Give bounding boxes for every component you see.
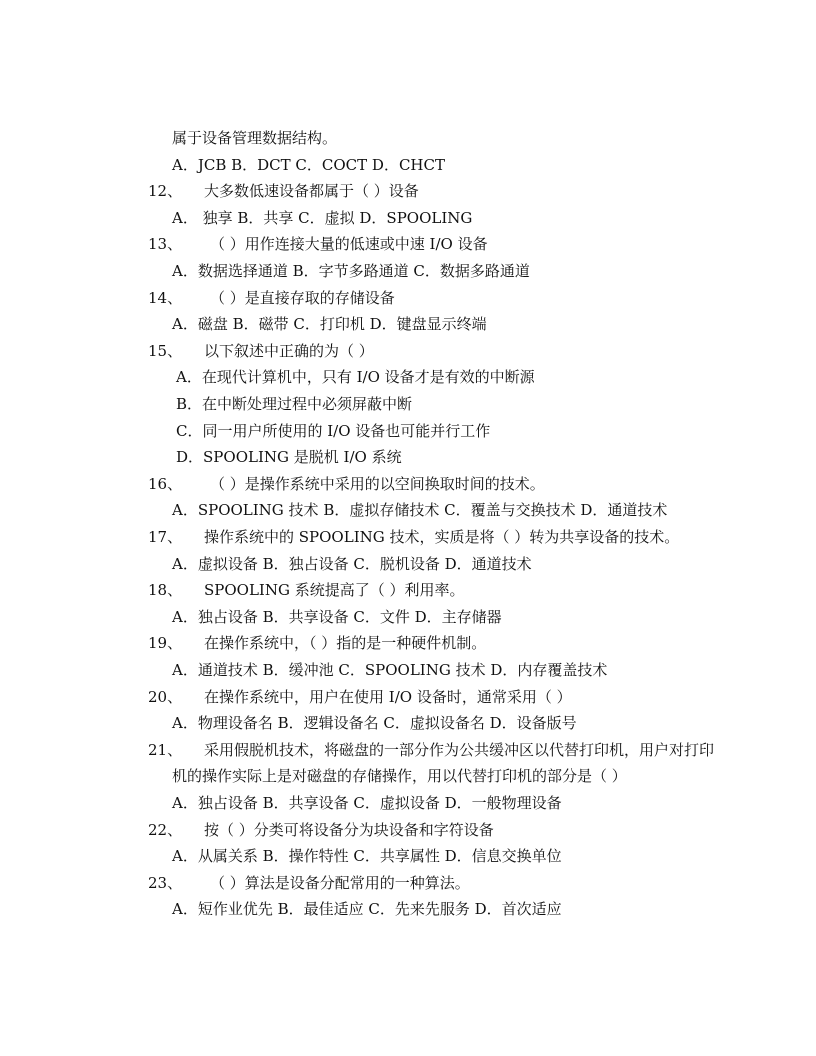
question-number: 19、 <box>148 634 183 652</box>
option-text: A．数据选择通道 B．字节多路通道 C．数据多路通道 <box>172 262 530 280</box>
question-number: 21、 <box>148 741 183 759</box>
question-text: 在操作系统中，用户在使用 I/O 设备时，通常采用（ ） <box>204 688 572 706</box>
question-text: 操作系统中的 SPOOLING 技术，实质是将（ ）转为共享设备的技术。 <box>204 528 680 546</box>
question-line <box>0 740 816 760</box>
question-text: SPOOLING 系统提高了（ ）利用率。 <box>204 581 465 599</box>
option-text: C．同一用户所使用的 I/O 设备也可能并行工作 <box>176 422 491 440</box>
question-text: （ ）是直接存取的存储设备 <box>210 289 395 307</box>
question-text: （ ）是操作系统中采用的以空间换取时间的技术。 <box>210 475 545 493</box>
answer-options <box>0 793 816 813</box>
option-text: A． 独享 B．共享 C．虚拟 D．SPOOLING <box>172 209 473 227</box>
option-text: D．SPOOLING 是脱机 I/O 系统 <box>176 448 402 466</box>
question-line <box>0 288 816 308</box>
option-text: A．独占设备 B．共享设备 C．虚拟设备 D．一般物理设备 <box>172 794 562 812</box>
option-text: A．短作业优先 B．最佳适应 C．先来先服务 D．首次适应 <box>172 900 562 918</box>
continuation-text <box>0 766 816 786</box>
question-number: 20、 <box>148 688 183 706</box>
question-number: 12、 <box>148 182 183 200</box>
question-number: 23、 <box>148 874 183 892</box>
question-line <box>0 873 816 893</box>
answer-options <box>0 607 816 627</box>
question-text: （ ）用作连接大量的低速或中速 I/O 设备 <box>210 235 488 253</box>
answer-options <box>0 554 816 574</box>
answer-options <box>0 394 816 414</box>
answer-options <box>0 421 816 441</box>
question-line <box>0 527 816 547</box>
question-number: 13、 <box>148 235 183 253</box>
answer-options <box>0 846 816 866</box>
question-text: 按（ ）分类可将设备分为块设备和字符设备 <box>204 821 494 839</box>
option-text: A．从属关系 B．操作特性 C．共享属性 D．信息交换单位 <box>172 847 562 865</box>
question-text: 采用假脱机技术，将磁盘的一部分作为公共缓冲区以代替打印机，用户对打印 <box>204 741 715 759</box>
answer-options <box>0 500 816 520</box>
answer-options <box>0 367 816 387</box>
question-number: 15、 <box>148 342 183 360</box>
answer-options <box>0 261 816 281</box>
answer-options <box>0 660 816 680</box>
answer-options <box>0 155 816 175</box>
question-text: 在操作系统中，（ ）指的是一种硬件机制。 <box>204 634 487 652</box>
question-line <box>0 181 816 201</box>
option-text: A．通道技术 B．缓冲池 C．SPOOLING 技术 D．内存覆盖技术 <box>172 661 608 679</box>
question-text: 大多数低速设备都属于（ ）设备 <box>204 182 419 200</box>
question-line <box>0 633 816 653</box>
body-text: 机的操作实际上是对磁盘的存储操作，用以代替打印机的部分是（ ） <box>172 767 627 785</box>
question-number: 16、 <box>148 475 183 493</box>
question-line <box>0 580 816 600</box>
option-text: A．JCB B．DCT C．COCT D．CHCT <box>172 156 445 174</box>
question-number: 18、 <box>148 581 183 599</box>
option-text: A．独占设备 B．共享设备 C．文件 D．主存储器 <box>172 608 502 626</box>
question-number: 22、 <box>148 821 183 839</box>
question-line <box>0 341 816 361</box>
question-text: （ ）算法是设备分配常用的一种算法。 <box>210 874 470 892</box>
answer-options <box>0 208 816 228</box>
answer-options <box>0 713 816 733</box>
question-number: 14、 <box>148 289 183 307</box>
option-text: B．在中断处理过程中必须屏蔽中断 <box>176 395 413 413</box>
option-text: A．磁盘 B．磁带 C．打印机 D．键盘显示终端 <box>172 315 487 333</box>
option-text: A．SPOOLING 技术 B．虚拟存储技术 C．覆盖与交换技术 D．通道技术 <box>172 501 668 519</box>
answer-options <box>0 314 816 334</box>
answer-options <box>0 447 816 467</box>
option-text: A．物理设备名 B．逻辑设备名 C．虚拟设备名 D．设备版号 <box>172 714 577 732</box>
body-text: 属于设备管理数据结构。 <box>172 129 338 147</box>
answer-options <box>0 899 816 919</box>
question-text: 以下叙述中正确的为（ ） <box>204 342 374 360</box>
question-line <box>0 474 816 494</box>
question-line <box>0 234 816 254</box>
question-number: 17、 <box>148 528 183 546</box>
option-text: A．虚拟设备 B．独占设备 C．脱机设备 D．通道技术 <box>172 555 532 573</box>
question-line <box>0 820 816 840</box>
continuation-text <box>0 128 816 148</box>
question-line <box>0 687 816 707</box>
option-text: A．在现代计算机中，只有 I/O 设备才是有效的中断源 <box>176 368 535 386</box>
